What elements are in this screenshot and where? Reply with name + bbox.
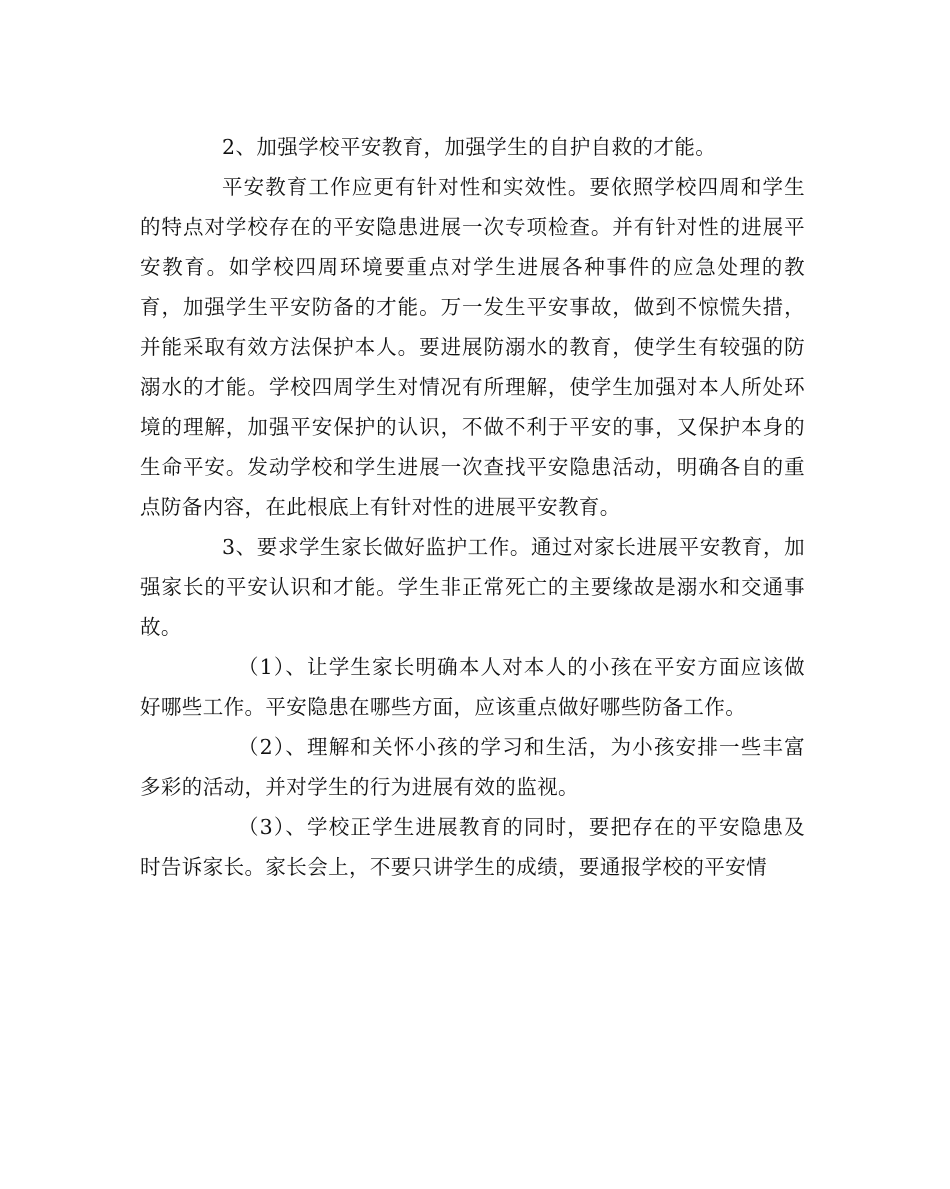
document-body	[140, 127, 805, 887]
paragraph-section-2-heading: 2、加强学校平安教育，加强学生的自护自救的才能。	[222, 135, 717, 159]
paragraph-item-1: （1）、让学生家长明确本人对本人的小孩在平安方面应该做好哪些工作。平安隐患在哪些方面，应该重点做好哪些防备工作。	[140, 655, 805, 719]
paragraph-item-3: （3）、学校正学生进展教育的同时，要把存在的平安隐患及时告诉家长。家长会上，不要只讲学生的成绩，要通报学校的平安情	[140, 815, 805, 879]
paragraph-safety-education: 平安教育工作应更有针对性和实效性。要依照学校四周和学生的特点对学校存在的平安隐患进展一次专项检查。并有针对性的进展平安教育。如学校四周环境要重点对学生进展各种事件的应急处理的教育，加强学生平安防备的才能。万一发生平安事故，做到不惊慌失措，并能采取有效方法保护本人。要进展防溺水的教育，使学生有较强的防溺水的才能。学校四周学生对情况有所理解，使学生加强对本人所处环境的理解，加强平安保护的认识，不做不利于平安的事，又保护本身的生命平安。发动学校和学生进展一次查找平安隐患活动，明确各自的重点防备内容，在此根底上有针对性的进展平安教育。	[140, 175, 805, 519]
paragraph-section-3-parents: 3、要求学生家长做好监护工作。通过对家长进展平安教育，加强家长的平安认识和才能。学生非正常死亡的主要缘故是溺水和交通事故。	[140, 535, 805, 639]
paragraph-item-2: （2）、理解和关怀小孩的学习和生活，为小孩安排一些丰富多彩的活动，并对学生的行为进展有效的监视。	[140, 735, 805, 799]
